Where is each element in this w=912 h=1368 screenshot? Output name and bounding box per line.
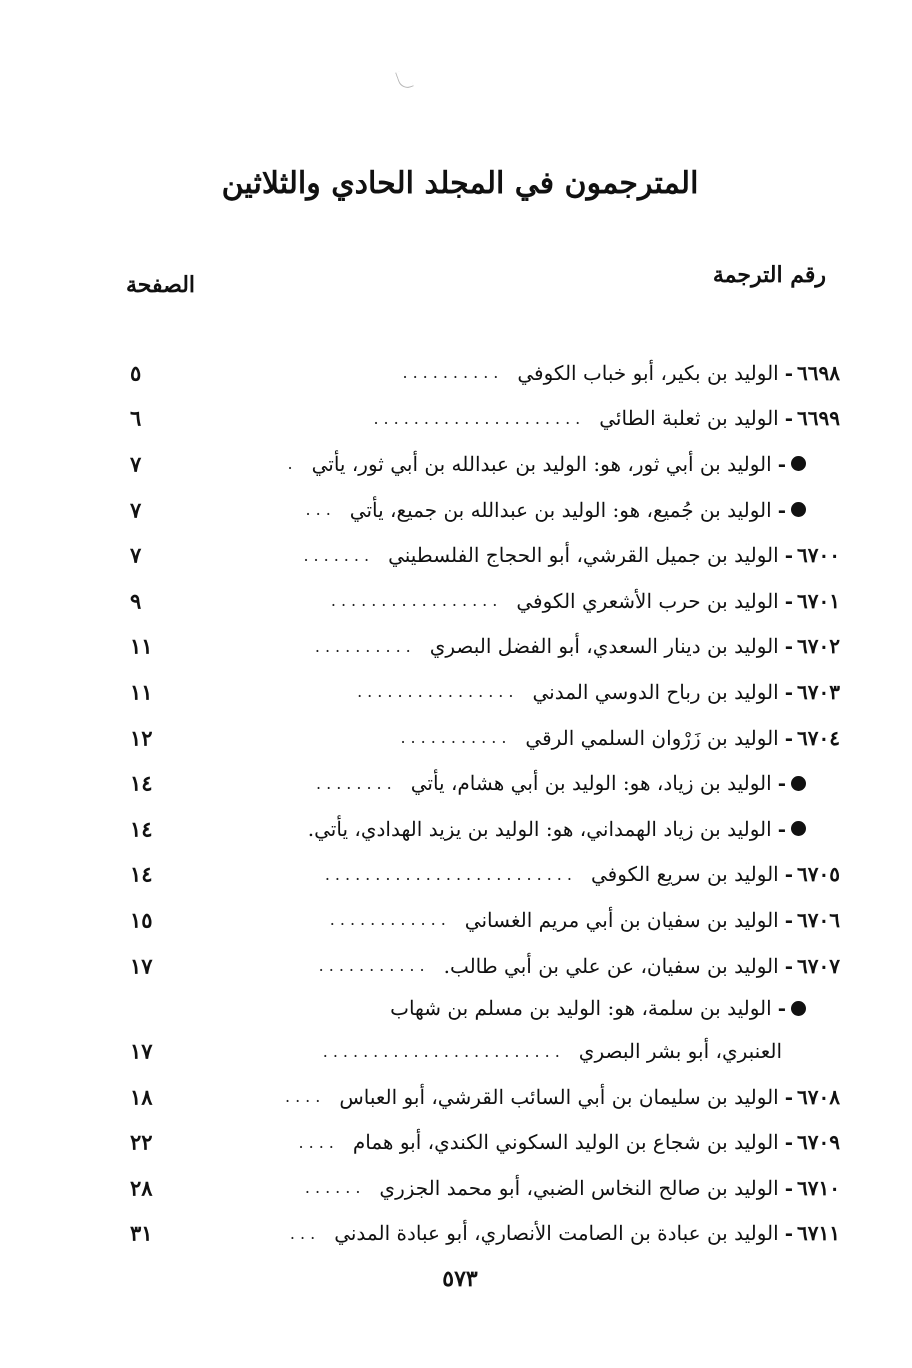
entry-text: الوليد بن جميل القرشي، أبو الحجاج الفلسطيني bbox=[388, 543, 779, 568]
entry-number-column-header: رقم الترجمة bbox=[712, 262, 826, 288]
entry-page: ١٢ bbox=[130, 725, 153, 751]
leader-dots: ........... bbox=[400, 728, 512, 748]
entry-text: الوليد بن حرب الأشعري الكوفي bbox=[516, 588, 779, 613]
entry-page: ٧ bbox=[130, 542, 142, 568]
entry-text: الوليد بن سليمان بن أبي السائب القرشي، أبو العباس bbox=[339, 1084, 779, 1109]
bullet-icon bbox=[791, 456, 806, 471]
leader-dots: ..................... bbox=[373, 408, 586, 428]
page-title: المترجمون في المجلد الحادي والثلاثين bbox=[221, 166, 699, 201]
leader-dots: ....... bbox=[303, 545, 375, 565]
entry-text: العنبري، أبو بشر البصري bbox=[578, 1039, 782, 1064]
index-entry bbox=[120, 578, 840, 624]
entry-text: الوليد بن سريع الكوفي bbox=[590, 862, 779, 887]
cross-reference-entry bbox=[120, 760, 840, 806]
entry-number: ٦٦٩٩ bbox=[797, 406, 840, 431]
index-entry bbox=[120, 897, 840, 943]
entry-number: ٦٧٠٥ bbox=[797, 862, 840, 887]
index-entry bbox=[120, 715, 840, 761]
dash: - bbox=[777, 996, 786, 1021]
entry-text: الوليد بن زياد الهمداني، هو: الوليد بن يزيد الهدادي، يأتي. bbox=[307, 816, 772, 841]
entry-text: الوليد بن سفيان، عن علي بن أبي طالب. bbox=[443, 953, 779, 978]
entry-text: الوليد بن دينار السعدي، أبو الفضل البصري bbox=[429, 634, 779, 659]
dash: - bbox=[777, 497, 786, 522]
bullet-icon bbox=[791, 1001, 806, 1016]
entry-page: ٧ bbox=[130, 451, 142, 477]
entry-page: ١٤ bbox=[130, 770, 153, 796]
entry-page: ١٧ bbox=[130, 1038, 153, 1064]
entry-page: ١٥ bbox=[130, 907, 153, 933]
entry-number: ٦٧١١ bbox=[797, 1221, 840, 1246]
entry-number: ٦٧١٠ bbox=[797, 1175, 840, 1200]
entry-page: ١٨ bbox=[130, 1084, 153, 1110]
dash: - bbox=[784, 1175, 794, 1200]
leader-dots: ... bbox=[305, 500, 336, 520]
index-entry bbox=[120, 943, 840, 989]
entry-text: الوليد بن زَرْوان السلمي الرقي bbox=[525, 725, 779, 750]
entry-page: ٩ bbox=[130, 588, 142, 614]
entry-text: الوليد بن صالح النخاس الضبي، أبو محمد الجزري bbox=[379, 1175, 779, 1200]
entry-page: ٧ bbox=[130, 497, 142, 523]
bullet-icon bbox=[791, 776, 806, 791]
dash: - bbox=[777, 816, 786, 841]
leader-dots: ... bbox=[289, 1223, 321, 1243]
entry-text: الوليد بن جُميع، هو: الوليد بن عبدالله بن جميع، يأتي bbox=[349, 497, 772, 522]
leader-dots: ........ bbox=[316, 773, 397, 793]
leader-dots: ................ bbox=[357, 682, 519, 702]
leader-dots: ...... bbox=[304, 1178, 366, 1198]
entry-text: الوليد بن شجاع بن الوليد السكوني الكندي، أبو همام bbox=[352, 1130, 779, 1155]
entry-page: ٣١ bbox=[130, 1220, 153, 1246]
dash: - bbox=[777, 451, 786, 476]
dash: - bbox=[777, 771, 786, 796]
entry-page: ١٤ bbox=[130, 861, 153, 887]
entry-number: ٦٧٠٠ bbox=[797, 543, 840, 568]
page-column-header: الصفحة bbox=[126, 272, 196, 298]
index-list bbox=[120, 350, 840, 1256]
leader-dots: ............ bbox=[329, 910, 451, 930]
leader-dots: ......................... bbox=[324, 864, 577, 884]
dash: - bbox=[784, 543, 794, 568]
entry-number: ٦٧٠٤ bbox=[797, 725, 840, 750]
cross-reference-entry bbox=[120, 487, 840, 533]
index-entry bbox=[120, 1074, 840, 1120]
leader-dots: ........................ bbox=[322, 1041, 565, 1061]
cross-reference-entry bbox=[120, 988, 840, 1028]
dash: - bbox=[784, 1221, 794, 1246]
entry-text: الوليد بن سلمة، هو: الوليد بن مسلم بن شهاب bbox=[390, 996, 772, 1021]
dash: - bbox=[784, 406, 794, 431]
index-entry bbox=[120, 669, 840, 715]
entry-number: ٦٦٩٨ bbox=[797, 360, 840, 385]
entry-page: ٢٢ bbox=[130, 1129, 153, 1155]
dash: - bbox=[784, 1084, 794, 1109]
entry-page: ١٧ bbox=[130, 953, 153, 979]
entry-page: ٦ bbox=[130, 405, 142, 431]
entry-page: ٥ bbox=[130, 360, 142, 386]
leader-dots: .... bbox=[298, 1132, 339, 1152]
dash: - bbox=[784, 634, 794, 659]
ink-mark bbox=[395, 68, 414, 90]
dash: - bbox=[784, 862, 794, 887]
page-number: ٥٧٣ bbox=[442, 1266, 478, 1292]
entry-text: الوليد بن رباح الدوسي المدني bbox=[532, 679, 779, 704]
entry-number: ٦٧٠٧ bbox=[797, 953, 840, 978]
entry-text: الوليد بن عبادة بن الصامت الأنصاري، أبو عبادة المدني bbox=[334, 1221, 779, 1246]
dash: - bbox=[784, 588, 794, 613]
entry-number: ٦٧٠٨ bbox=[797, 1084, 840, 1109]
dash: - bbox=[784, 953, 794, 978]
entry-page: ١٤ bbox=[130, 816, 153, 842]
dash: - bbox=[784, 725, 794, 750]
entry-number: ٦٧٠٦ bbox=[797, 907, 840, 932]
cross-reference-entry bbox=[120, 441, 840, 487]
bullet-icon bbox=[791, 821, 806, 836]
leader-dots: . bbox=[287, 454, 298, 474]
dash: - bbox=[784, 360, 794, 385]
index-entry bbox=[120, 852, 840, 898]
entry-number: ٦٧٠٩ bbox=[797, 1130, 840, 1155]
index-entry bbox=[120, 350, 840, 396]
entry-number: ٦٧٠٣ bbox=[797, 679, 840, 704]
index-entry bbox=[120, 1211, 840, 1257]
entry-page: ٢٨ bbox=[130, 1175, 153, 1201]
index-entry bbox=[120, 532, 840, 578]
leader-dots: .......... bbox=[314, 636, 416, 656]
entry-text: الوليد بن زياد، هو: الوليد بن أبي هشام، يأتي bbox=[410, 771, 772, 796]
entry-text: الوليد بن سفيان بن أبي مريم الغساني bbox=[464, 907, 779, 932]
index-entry bbox=[120, 1120, 840, 1166]
leader-dots: ................. bbox=[330, 591, 503, 611]
bullet-icon bbox=[791, 502, 806, 517]
index-entry bbox=[120, 624, 840, 670]
leader-dots: ........... bbox=[318, 956, 430, 976]
dash: - bbox=[784, 679, 794, 704]
dash: - bbox=[784, 1130, 794, 1155]
entry-text: الوليد بن أبي ثور، هو: الوليد بن عبدالله بن أبي ثور، يأتي bbox=[311, 451, 772, 476]
index-entry bbox=[120, 1165, 840, 1211]
leader-dots: .......... bbox=[402, 363, 504, 383]
entry-number: ٦٧٠٢ bbox=[797, 634, 840, 659]
cross-reference-continuation bbox=[120, 1028, 840, 1074]
entry-text: الوليد بن بكير، أبو خباب الكوفي bbox=[517, 360, 779, 385]
dash: - bbox=[784, 907, 794, 932]
entry-number: ٦٧٠١ bbox=[797, 588, 840, 613]
entry-page: ١١ bbox=[130, 633, 153, 659]
entry-text: الوليد بن ثعلبة الطائي bbox=[599, 406, 779, 431]
index-entry bbox=[120, 396, 840, 442]
entry-page: ١١ bbox=[130, 679, 153, 705]
cross-reference-entry bbox=[120, 806, 840, 852]
leader-dots: .... bbox=[285, 1087, 326, 1107]
